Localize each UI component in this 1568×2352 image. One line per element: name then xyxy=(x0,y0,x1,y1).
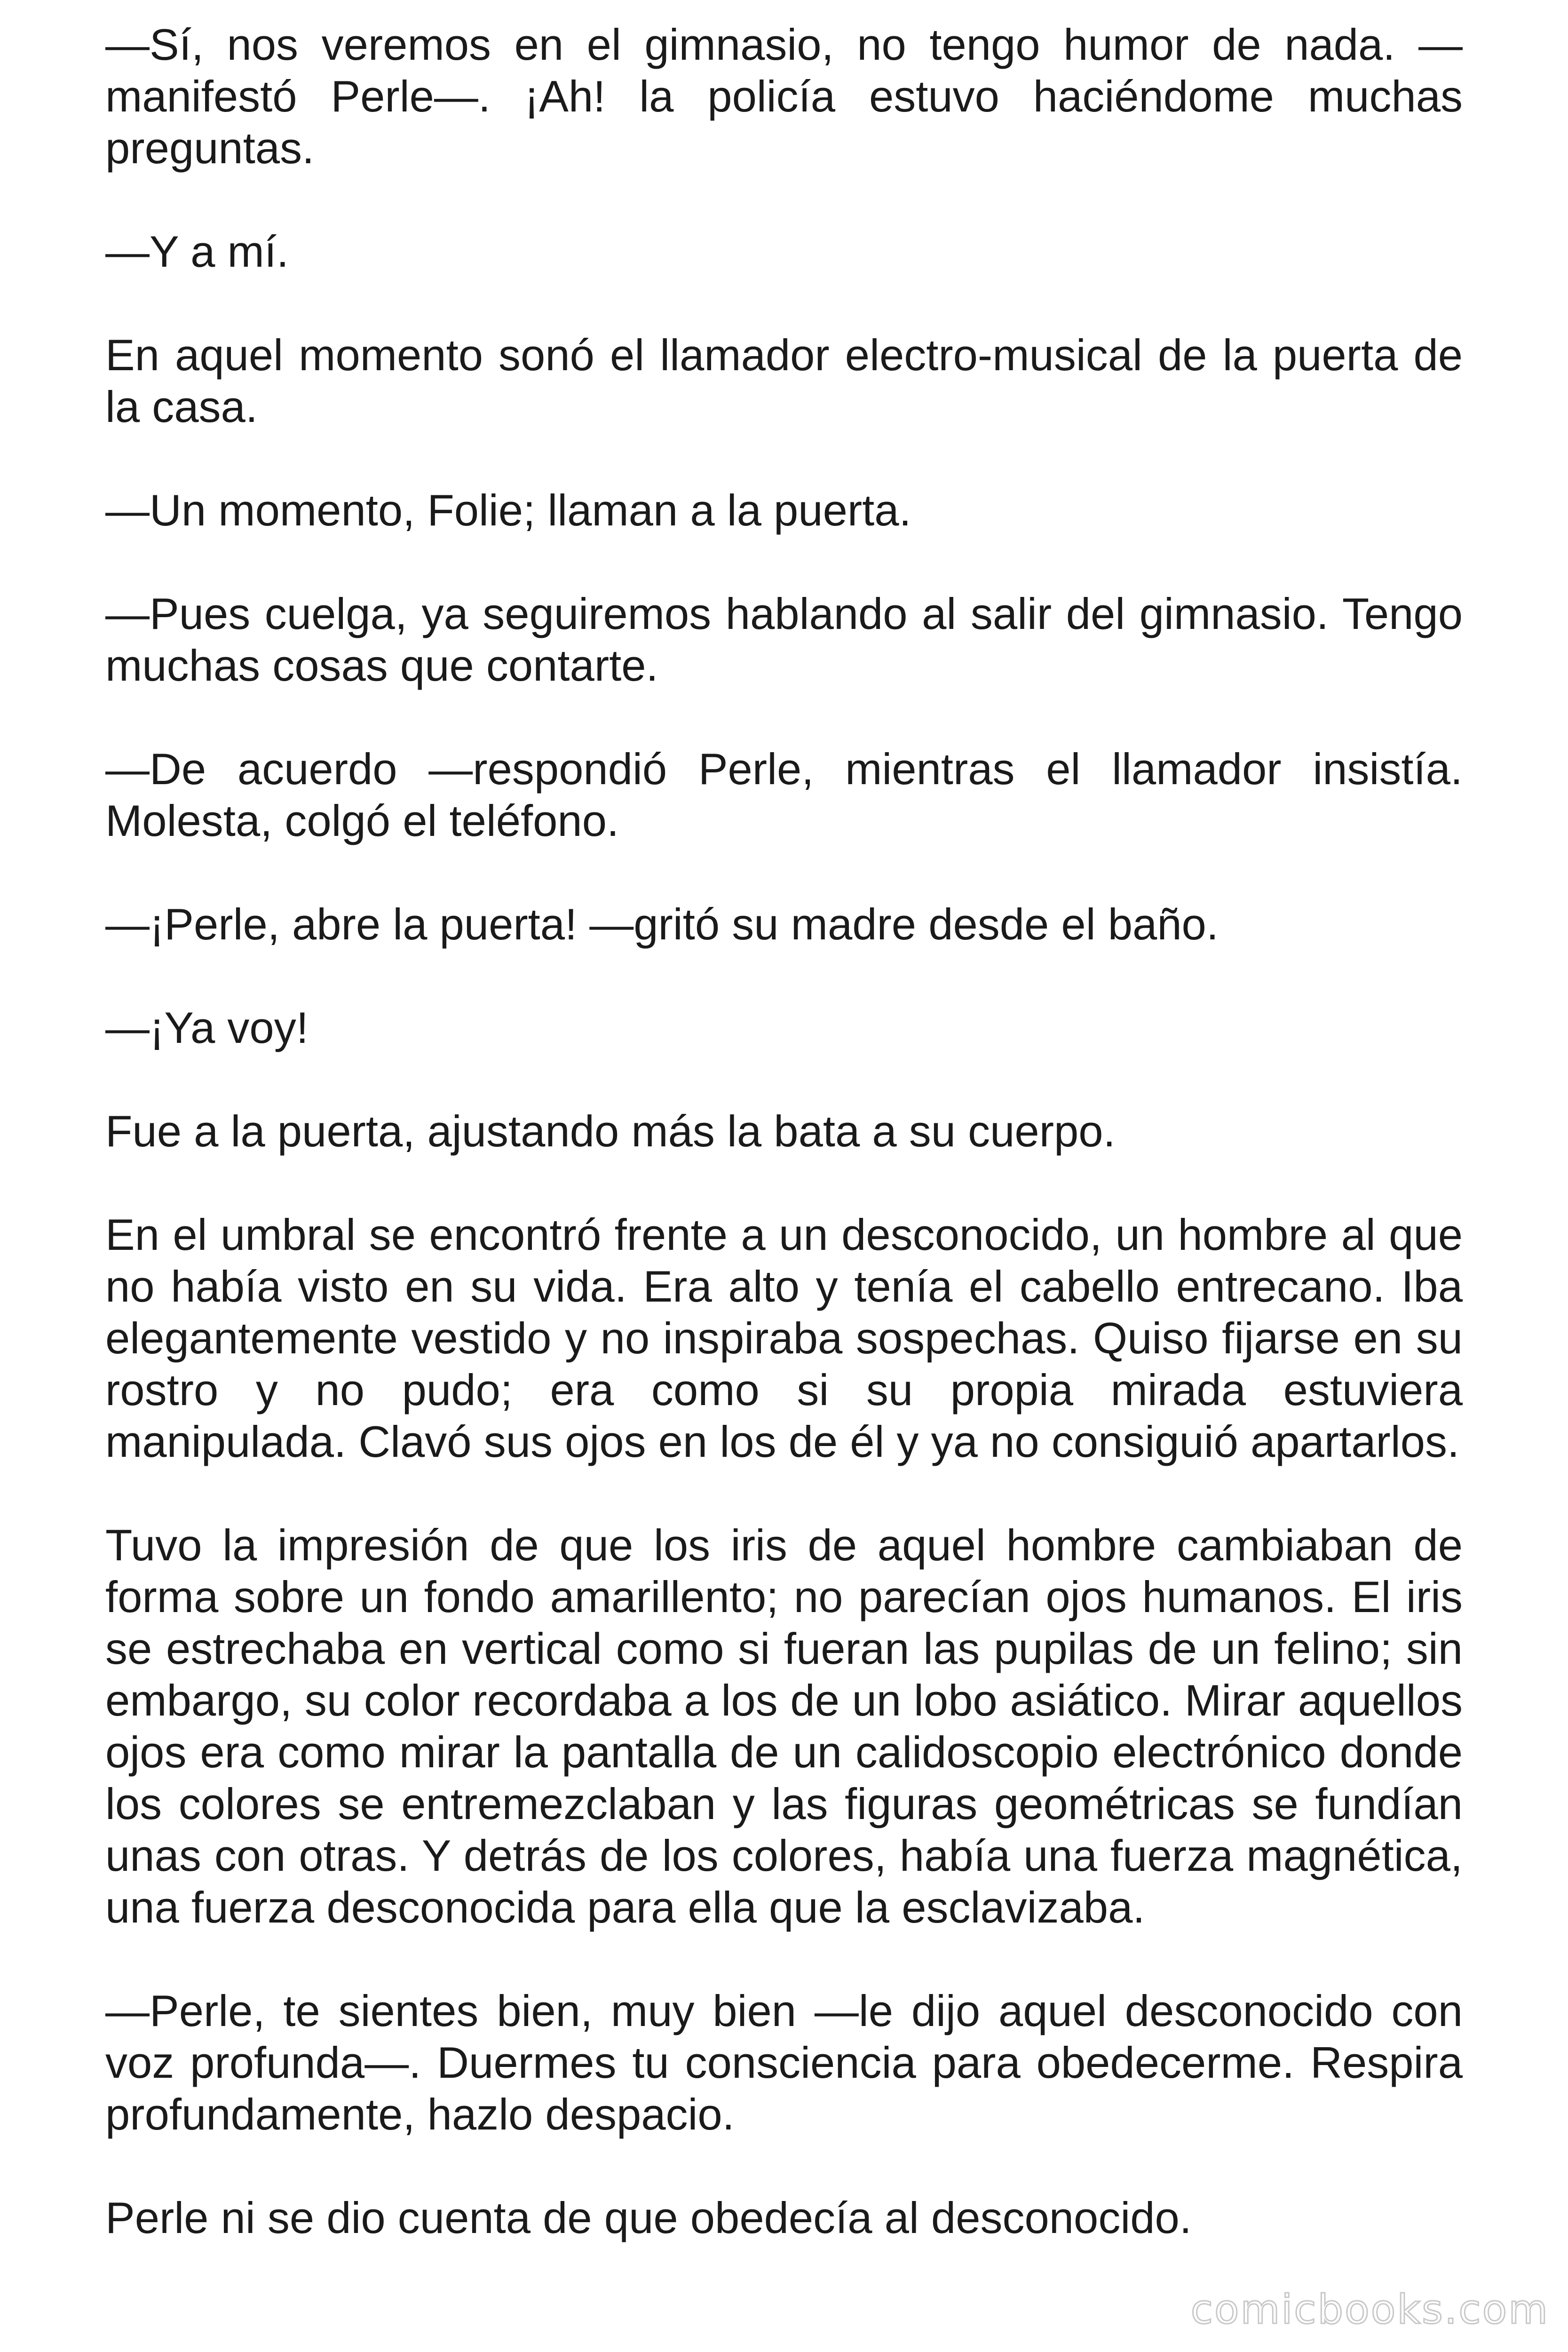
paragraph: —Y a mí. xyxy=(105,227,289,276)
paragraph: —Un momento, Folie; llaman a la puerta. xyxy=(105,485,911,535)
paragraph: —¡Perle, abre la puerta! —gritó su madre desde el baño. xyxy=(105,899,1219,949)
paragraph: —De acuerdo —respondió Perle, mientras el llamador insistía. Molesta, colgó el teléfono. xyxy=(105,744,1463,845)
paragraph: —Perle, te sientes bien, muy bien —le dijo aquel desconocido con voz profunda—. Duermes tu consciencia para obedecerme. Respira profundamente, hazlo despacio. xyxy=(105,1986,1463,2139)
paragraph: —¡Ya voy! xyxy=(105,1003,309,1052)
paragraph: En aquel momento sonó el llamador electro-musical de la puerta de la casa. xyxy=(105,330,1463,431)
document-body xyxy=(105,19,1463,2244)
paragraph: Tuvo la impresión de que los iris de aquel hombre cambiaban de forma sobre un fondo amarillento; no parecían ojos humanos. El iris se estrechaba en vertical como si fueran las pupilas de un felino; sin embargo, su color recordaba a los de un lobo asiático. Mirar aquellos ojos era como mirar la pantalla de un calidoscopio electrónico donde los colores se entremezclaban y las figuras geométricas se fundían unas con otras. Y detrás de los colores, había una fuerza magnética, una fuerza desconocida para ella que la esclavizaba. xyxy=(105,1520,1463,1932)
paragraph: Fue a la puerta, ajustando más la bata a su cuerpo. xyxy=(105,1106,1116,1156)
paragraph: En el umbral se encontró frente a un desconocido, un hombre al que no había visto en su vida. Era alto y tenía el cabello entrecano. Iba elegantemente vestido y no inspiraba sospechas. Quiso fijarse en su rostro y no pudo; era como si su propia mirada estuviera manipulada. Clavó sus ojos en los de él y ya no consiguió apartarlos. xyxy=(105,1210,1463,1466)
watermark-logo: comicbooks.com xyxy=(1190,2286,1549,2333)
paragraph: —Sí, nos veremos en el gimnasio, no tengo humor de nada. —manifestó Perle—. ¡Ah! la policía estuvo haciéndome muchas preguntas. xyxy=(105,20,1463,173)
paragraph: —Pues cuelga, ya seguiremos hablando al salir del gimnasio. Tengo muchas cosas que contarte. xyxy=(105,589,1463,690)
paragraph: Perle ni se dio cuenta de que obedecía al desconocido. xyxy=(105,2193,1192,2242)
